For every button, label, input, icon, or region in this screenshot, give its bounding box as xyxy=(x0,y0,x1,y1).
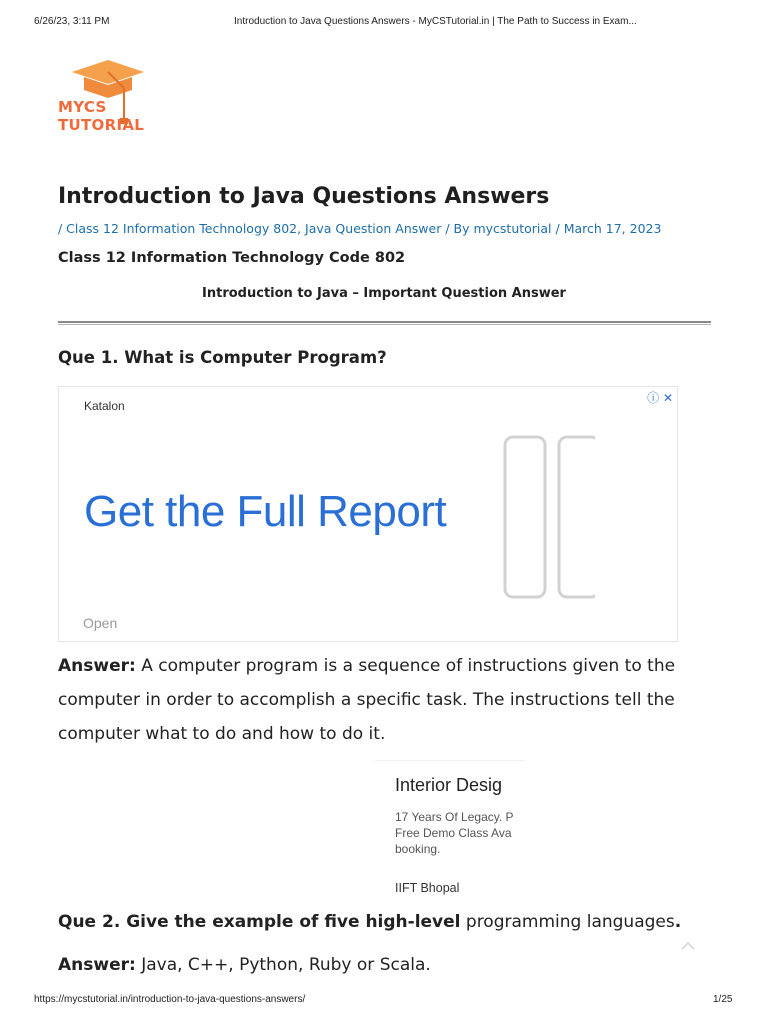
answer-label: Answer: xyxy=(58,656,136,676)
subheading: Class 12 Information Technology Code 802 xyxy=(58,250,406,266)
print-page-number: 1/25 xyxy=(713,994,733,1005)
post-meta-breadcrumb[interactable]: / Class 12 Information Technology 802, Java Question Answer / By mycstutorial / March 17, 2023 xyxy=(58,221,662,236)
logo-text: MYCS TUTORIAL xyxy=(58,98,145,134)
ad-headline[interactable]: Get the Full Report xyxy=(84,487,447,536)
interior-design-ad[interactable] xyxy=(375,760,525,906)
question-1: Que 1. What is Computer Program? xyxy=(58,348,387,367)
ad-description: 17 Years Of Legacy. P Free Demo Class Ava booking. xyxy=(395,810,514,856)
ad-brand: Katalon xyxy=(84,399,125,413)
answer-label: Answer: xyxy=(58,955,136,975)
scroll-to-top-icon[interactable] xyxy=(680,938,696,954)
divider xyxy=(58,321,711,325)
ad-info-close-icon[interactable]: ⓘ ✕ xyxy=(647,391,673,405)
ad-decorative-graphic xyxy=(497,427,607,607)
print-page-title: Introduction to Java Questions Answers - MyCSTutorial.in | The Path to Success in Exam... xyxy=(234,16,637,27)
question-2: Que 2. Give the example of five high-level programming languages. xyxy=(58,912,682,932)
ad-sponsor: IIFT Bhopal xyxy=(395,881,460,895)
section-heading: Introduction to Java – Important Question Answer xyxy=(202,286,566,301)
print-url: https://mycstutorial.in/introduction-to-java-questions-answers/ xyxy=(34,994,306,1005)
print-datetime: 6/26/23, 3:11 PM xyxy=(34,16,110,27)
page-title: Introduction to Java Questions Answers xyxy=(58,184,550,209)
ad-open-link[interactable]: Open xyxy=(83,615,118,631)
site-logo[interactable] xyxy=(58,58,198,134)
katalon-ad[interactable] xyxy=(58,386,678,642)
ad-headline[interactable]: Interior Desig xyxy=(395,775,503,795)
answer-2: Answer: Java, C++, Python, Ruby or Scala. xyxy=(58,955,431,975)
answer-1: Answer: A computer program is a sequence of instructions given to the computer in order to accomplish a specific task. The instructions tell the computer what to do and how to do it. xyxy=(58,656,676,744)
